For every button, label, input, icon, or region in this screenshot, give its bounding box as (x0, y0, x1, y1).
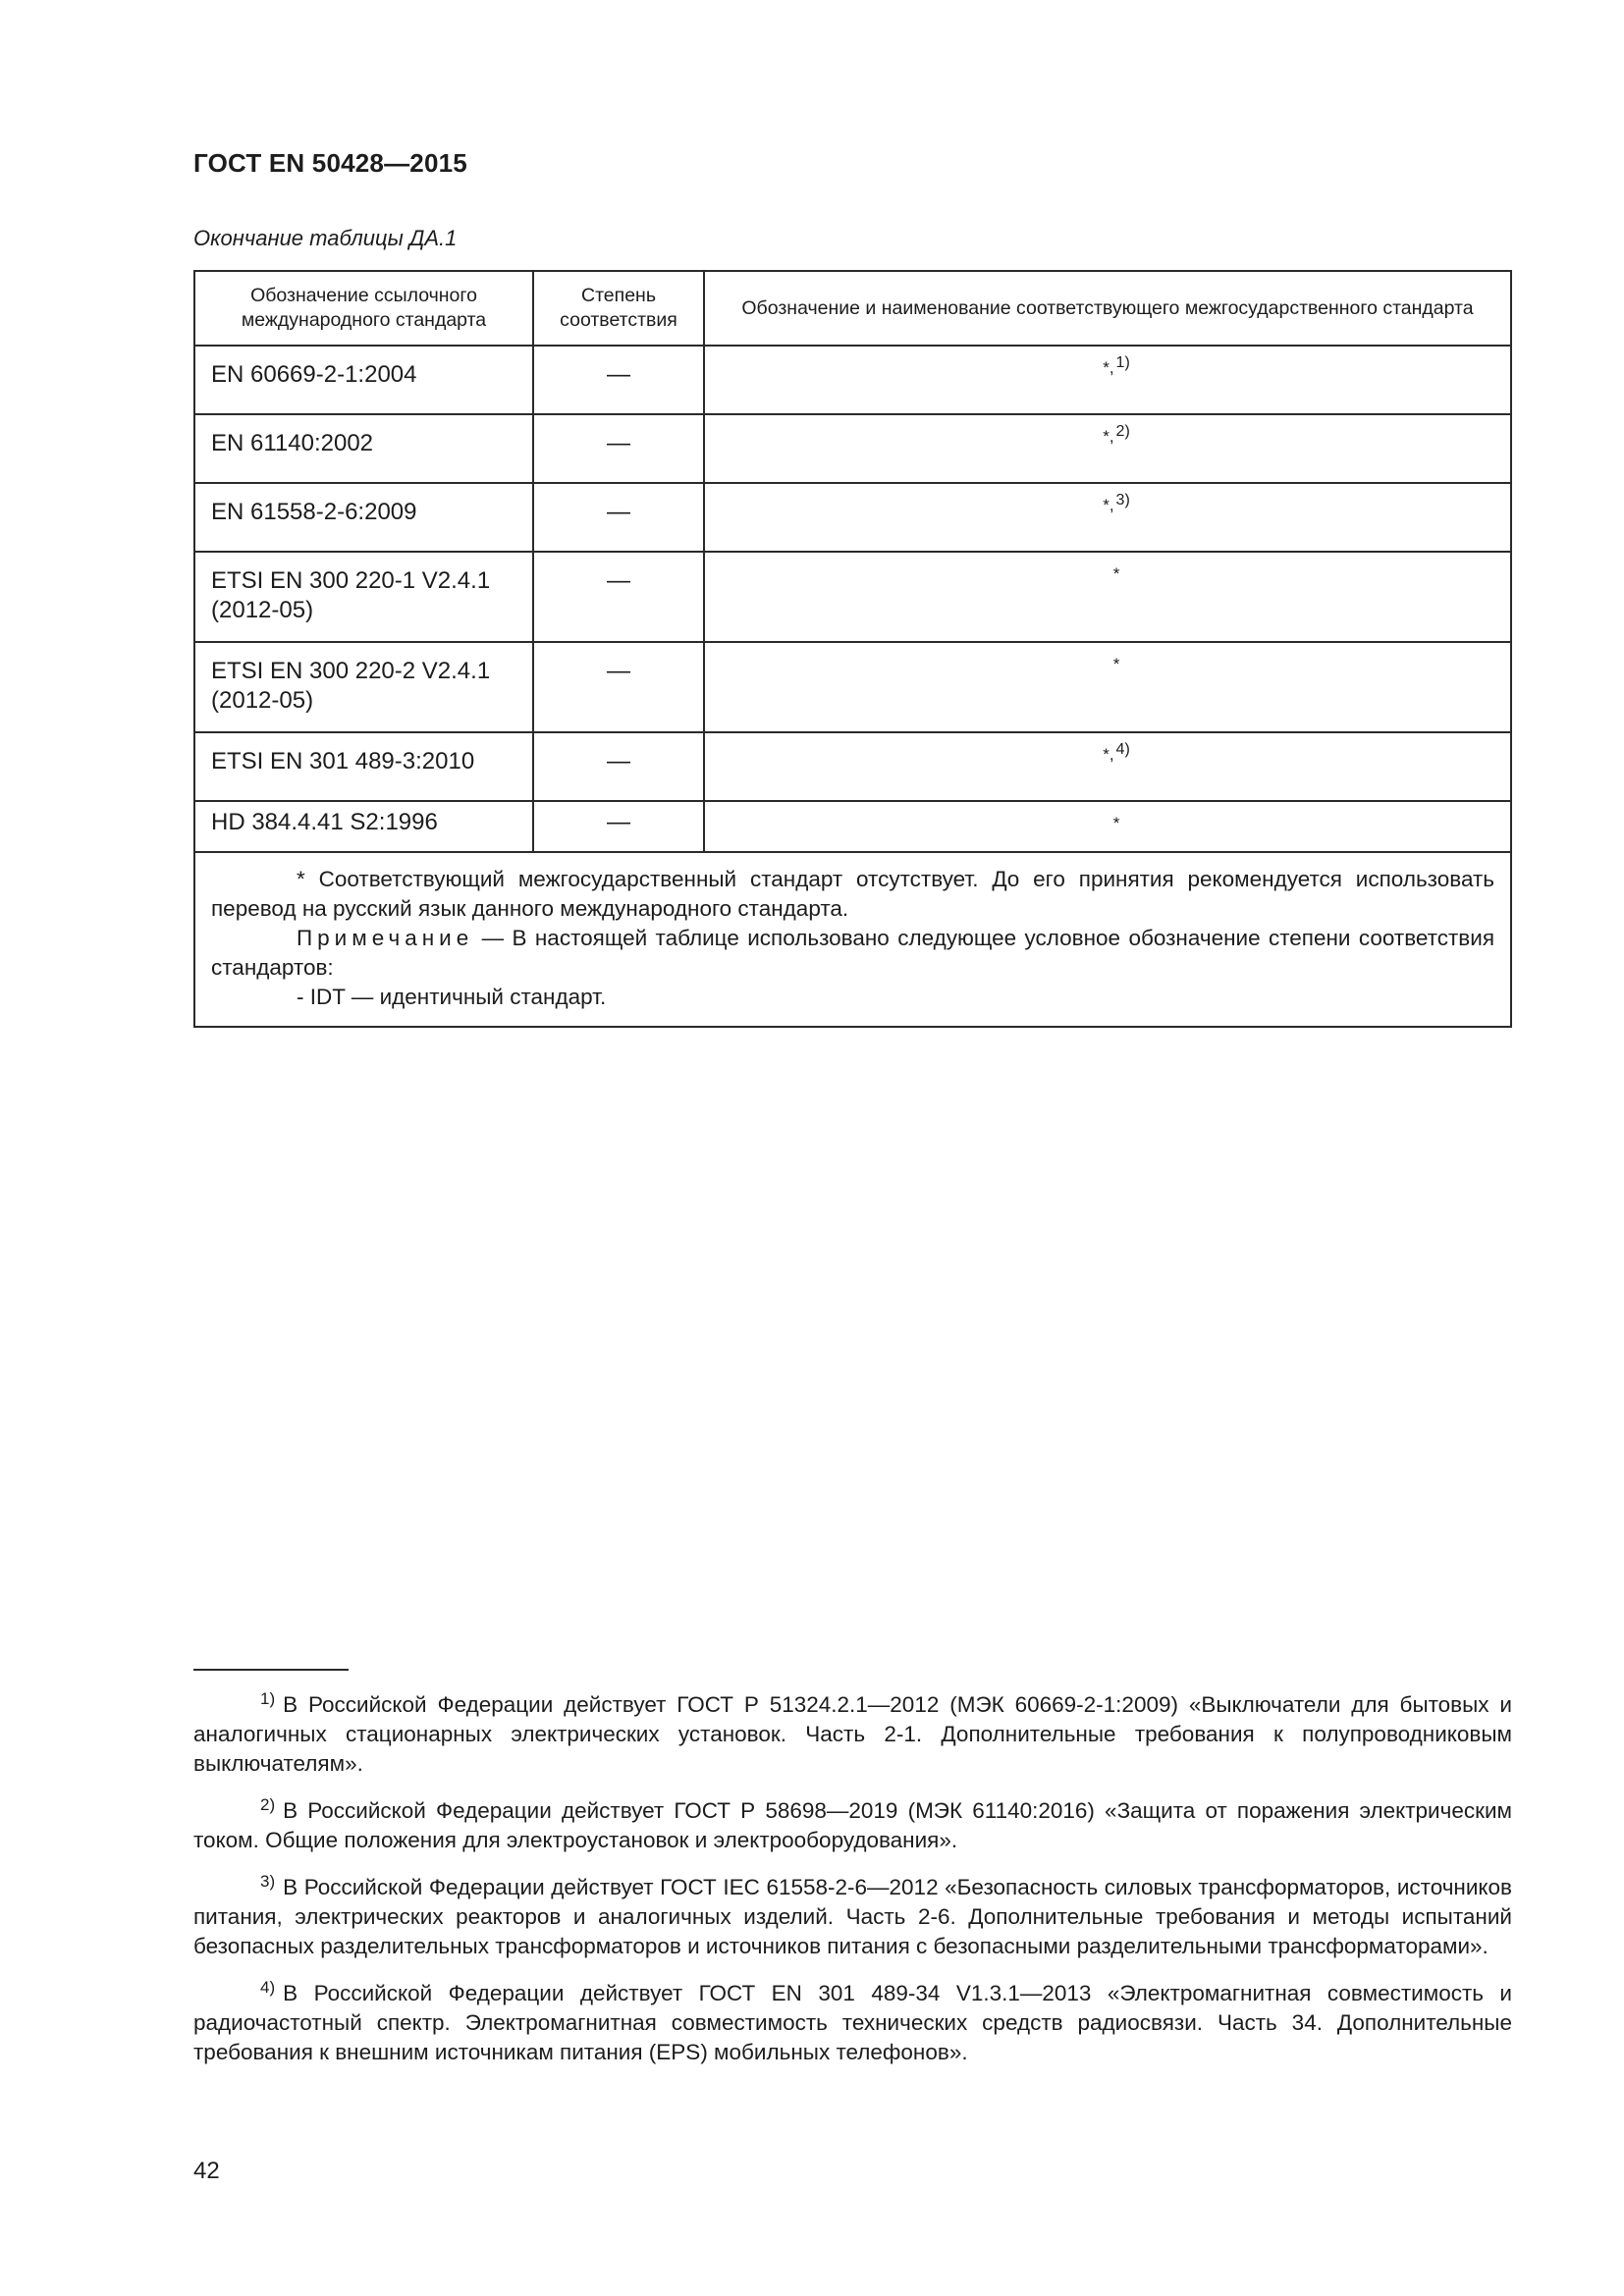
page-number: 42 (193, 2158, 220, 2184)
table-row (194, 483, 1511, 552)
degree-cell: — (533, 414, 704, 483)
corresponding-standard-cell (704, 642, 1511, 732)
column-header-corresponding: Обозначение и наименование соответствующего межгосударственного стандарта (704, 271, 1511, 346)
note-paragraph (211, 924, 1494, 983)
asterisk-mark (1085, 492, 1130, 515)
footnote-item (193, 1973, 1512, 2067)
corresponding-standard-cell (704, 732, 1511, 801)
table-row (194, 642, 1511, 732)
footnote-ref: 1) (1115, 354, 1130, 371)
reference-standard-cell: EN 61558-2-6:2009 (194, 483, 533, 552)
table-row (194, 801, 1511, 852)
column-header-reference: Обозначение ссылочного международного стандарта (194, 271, 533, 346)
reference-standard-cell: ETSI EN 300 220-2 V2.4.1 (2012-05) (194, 642, 533, 732)
asterisk-mark (1096, 564, 1120, 584)
table-row (194, 732, 1511, 801)
corresponding-standard-cell (704, 552, 1511, 642)
asterisk-mark (1085, 423, 1130, 447)
table-notes-row (194, 852, 1511, 1027)
asterisk-text: * (1112, 655, 1120, 673)
note-label: Примечание (297, 926, 474, 950)
degree-cell: — (533, 552, 704, 642)
footnote-number: 1) (260, 1689, 276, 1708)
footnote-number: 4) (260, 1978, 276, 1997)
corresponding-standard-cell (704, 483, 1511, 552)
degree-cell: — (533, 346, 704, 414)
asterisk-mark (1096, 814, 1120, 833)
footnotes-section (193, 1684, 1512, 2079)
asterisk-text: * (1112, 564, 1120, 583)
reference-standard-cell: HD 384.4.41 S2:1996 (194, 801, 533, 852)
asterisk-note: * Соответствующий межгосударственный стандарт отсутствует. До его принятия рекомендуется использовать перевод на русский язык данного международного стандарта. (211, 867, 1494, 921)
table-header-row (194, 271, 1511, 346)
footnote-number: 3) (260, 1872, 276, 1891)
correspondence-table-container (193, 270, 1512, 1028)
corresponding-standard-cell (704, 414, 1511, 483)
reference-standard-cell: EN 60669-2-1:2004 (194, 346, 533, 414)
degree-cell: — (533, 801, 704, 852)
asterisk-text: * (1112, 814, 1120, 832)
table-row (194, 552, 1511, 642)
reference-standard-cell: ETSI EN 301 489-3:2010 (194, 732, 533, 801)
footnote-text: В Российской Федерации действует ГОСТ Р 58698—2019 (МЭК 61140:2016) «Защита от поражения электрическим током. Общие положения для электроустановок и электрооборудования». (193, 1798, 1512, 1852)
idt-legend: - IDT — идентичный стандарт. (297, 985, 607, 1009)
asterisk-mark (1096, 655, 1120, 674)
corresponding-standard-cell (704, 801, 1511, 852)
degree-cell: — (533, 642, 704, 732)
footnote-item (193, 1790, 1512, 1855)
correspondence-table (193, 270, 1512, 1028)
table-notes-cell (194, 852, 1511, 1027)
footnote-item (193, 1684, 1512, 1779)
asterisk-text: *, (1103, 496, 1114, 514)
footnote-ref: 4) (1115, 741, 1130, 758)
footnote-number: 2) (260, 1795, 276, 1814)
table-caption: Окончание таблицы ДА.1 (193, 226, 458, 250)
asterisk-text: *, (1103, 358, 1114, 377)
asterisk-mark (1085, 741, 1130, 765)
document-code-header: ГОСТ EN 50428—2015 (193, 148, 467, 178)
footnote-text: В Российской Федерации действует ГОСТ Р 51324.2.1—2012 (МЭК 60669-2-1:2009) «Выключатели для бытовых и аналогичных стационарных электрических установок. Часть 2-1. Дополнительные требования к полупроводниковым выключателям». (193, 1692, 1512, 1776)
footnote-separator (193, 1669, 349, 1671)
footnote-ref: 2) (1115, 423, 1130, 440)
degree-cell: — (533, 483, 704, 552)
asterisk-text: *, (1103, 427, 1114, 446)
reference-standard-cell: ETSI EN 300 220-1 V2.4.1 (2012-05) (194, 552, 533, 642)
column-header-degree: Степень соответствия (533, 271, 704, 346)
footnote-ref: 3) (1115, 492, 1130, 508)
table-row (194, 346, 1511, 414)
note-text: — В настоящей таблице использовано следующее условное обозначение степени соответствия стандартов: (211, 926, 1494, 980)
reference-standard-cell: EN 61140:2002 (194, 414, 533, 483)
footnote-text: В Российской Федерации действует ГОСТ IEC 61558-2-6—2012 «Безопасность силовых трансформаторов, источников питания, электрических реакторов и аналогичных изделий. Часть 2-6. Дополнительные требования и методы испытаний безопасных разделительных трансформаторов и источников питания с безопасными разделительными трансформаторами». (193, 1875, 1512, 1958)
degree-cell: — (533, 732, 704, 801)
corresponding-standard-cell (704, 346, 1511, 414)
asterisk-text: *, (1103, 745, 1114, 764)
asterisk-mark (1085, 354, 1130, 378)
footnote-item (193, 1867, 1512, 1961)
table-row (194, 414, 1511, 483)
footnote-text: В Российской Федерации действует ГОСТ EN 301 489-34 V1.3.1—2013 «Электромагнитная совместимость и радиочастотный спектр. Электромагнитная совместимость технических средств радиосвязи. Часть 34. Дополнительные требования к внешним источникам питания (EPS) мобильных телефонов». (193, 1981, 1512, 2064)
